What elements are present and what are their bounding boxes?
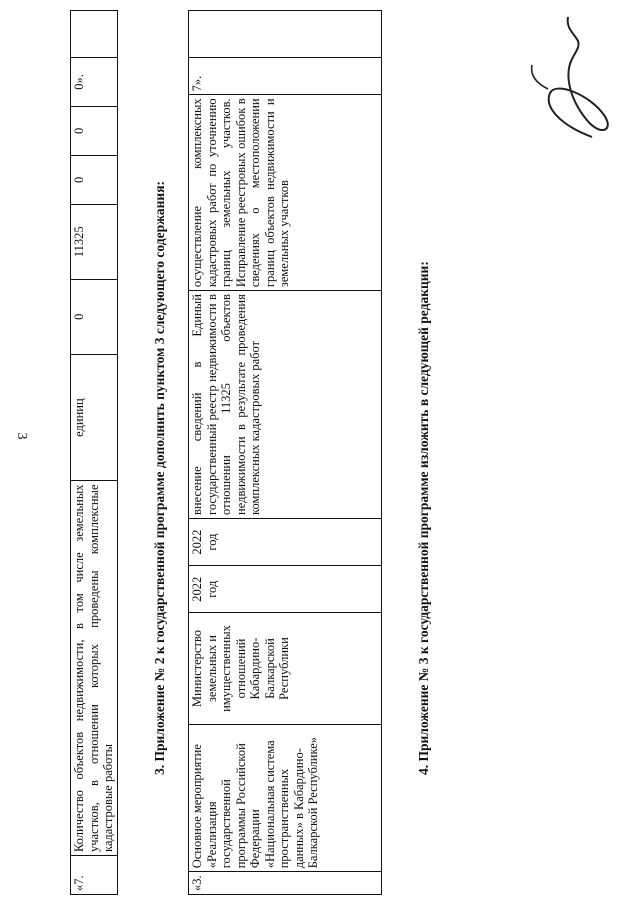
table-row	[71, 11, 118, 895]
empty-cell	[71, 11, 118, 58]
result-cell: внесение сведений в Единый государственный реестр недвижимости в отношении 11325 объектов недвижимости в результате проведения комплексных кадастровых работ	[189, 291, 382, 519]
start-year-cell: 2022 год	[189, 566, 382, 613]
unit-cell: единиц	[71, 354, 118, 481]
signature-mark	[520, 5, 630, 145]
value-cell: 0».	[71, 57, 118, 106]
indicator-name: Количество объектов недвижимости, в том числе земельных участков, в отношении которых проведены комплексные кадастровые работы	[71, 481, 118, 856]
row-number: «7.	[71, 856, 118, 895]
row-number: «3.	[189, 872, 382, 895]
value-cell: 11325	[71, 204, 118, 279]
page-number: 3	[14, 432, 29, 440]
measures-table	[188, 10, 382, 895]
indicator-link-cell: 7».	[189, 58, 382, 95]
section-heading: 4. Приложение № 3 к государственной программе изложить в следующей редакции:	[416, 261, 431, 775]
empty-cell	[189, 11, 382, 58]
value-cell: 0	[71, 106, 118, 155]
table-row	[189, 11, 382, 895]
executor-cell: Министерство земельных и имущественных отношений Кабардино-Балкарской Республики	[189, 613, 382, 724]
value-cell: 0	[71, 155, 118, 204]
value-cell: 0	[71, 279, 118, 354]
section-heading: 3. Приложение № 2 к государственной программе дополнить пунктом 3 следующего содержания:	[152, 180, 167, 775]
tasks-cell: осуществление комплексных кадастровых работ по уточнению границ земельных участков. Исправление реестровых ошибок в сведениях о местоположении границ объектов недвижимости и земельных участков	[189, 95, 382, 291]
indicator-table	[70, 10, 118, 895]
end-year-cell: 2022 год	[189, 518, 382, 565]
measure-name: Основное мероприятие «Реализация государственной программы Российской Федерации «Национальная система пространственных данных» в Кабардино-Балкарской Республике»	[189, 724, 382, 872]
